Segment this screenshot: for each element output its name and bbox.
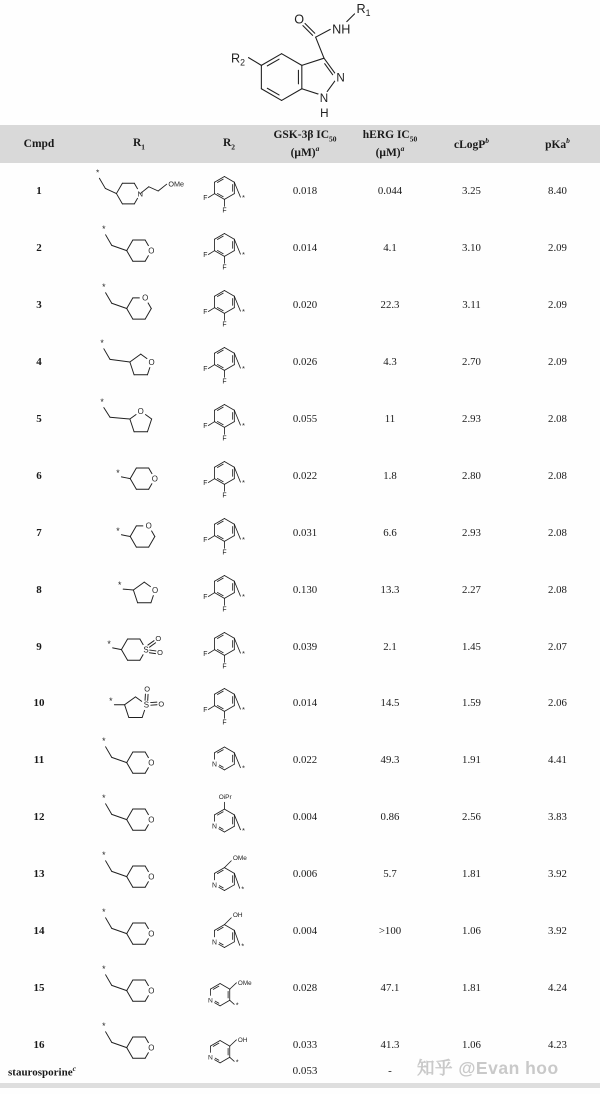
svg-text:*: * (107, 638, 111, 649)
svg-text:*: * (116, 525, 120, 536)
svg-text:*: * (242, 591, 245, 601)
svg-text:N: N (319, 92, 329, 106)
compound-number: 3 (36, 299, 42, 312)
pka-value: 2.09 (548, 242, 567, 255)
svg-text:N: N (212, 881, 217, 889)
r1-structure-thp3m (81, 281, 197, 329)
pka-value: 2.06 (548, 697, 567, 710)
svg-text:*: * (242, 364, 245, 374)
staurosporine-gsk-value: 0.053 (292, 1065, 318, 1077)
header-clogp: cLogP$^b$ (453, 135, 490, 151)
svg-text:*: * (242, 193, 245, 203)
clogp-value: 3.25 (462, 185, 481, 198)
gsk-ic50-value: 0.020 (292, 299, 318, 312)
r2-structure-diFPh (200, 564, 258, 616)
compound-number: 4 (36, 356, 42, 369)
svg-text:F: F (203, 536, 208, 544)
svg-text:*: * (116, 467, 120, 478)
compound-number: 8 (36, 583, 42, 596)
header-r1: $R_1$ (132, 137, 146, 152)
clogp-value: 3.10 (462, 242, 481, 255)
svg-text:O: O (142, 293, 149, 303)
table-row (0, 789, 600, 846)
staurosporine-herg-value: - (388, 1065, 392, 1077)
gsk-ic50-value: 0.039 (292, 640, 318, 653)
gsk-ic50-value: 0.006 (292, 868, 318, 881)
r1-structure-thf3m (81, 338, 197, 386)
svg-text:*: * (242, 825, 245, 835)
pka-value: 4.41 (548, 754, 567, 767)
table-row (0, 561, 600, 618)
pka-value: 2.09 (548, 299, 567, 312)
svg-text:*: * (235, 1057, 239, 1067)
herg-ic50-value: 49.3 (380, 754, 400, 767)
gsk-ic50-value: 0.018 (292, 185, 318, 198)
svg-text:O: O (148, 986, 155, 996)
clogp-value: 2.56 (462, 811, 481, 824)
svg-text:F: F (203, 366, 208, 374)
svg-text:*: * (241, 883, 245, 893)
r1-structure-thp4m (81, 907, 197, 955)
svg-text:*: * (102, 907, 106, 918)
header-r2: $R_2$ (222, 137, 236, 152)
footnote-bar (0, 1083, 600, 1088)
svg-text:O: O (148, 815, 155, 825)
svg-text:O: O (152, 585, 159, 595)
svg-text:O: O (145, 521, 152, 531)
svg-text:*: * (242, 534, 245, 544)
gsk-ic50-value: 0.130 (292, 583, 318, 596)
svg-text:N: N (137, 189, 144, 199)
svg-text:N: N (336, 71, 345, 85)
pka-value: 8.40 (548, 185, 567, 198)
svg-text:S: S (143, 645, 149, 655)
svg-text:F: F (203, 252, 208, 260)
r2-structure-pyr5ch2oh (200, 904, 258, 959)
svg-text:F: F (203, 593, 208, 601)
svg-text:OMe: OMe (232, 854, 247, 862)
pka-value: 3.92 (548, 868, 567, 881)
compound-number: 1 (36, 185, 42, 198)
svg-text:O: O (148, 929, 155, 939)
compound-number: 10 (33, 697, 45, 710)
r2-structure-diFPh (200, 393, 258, 445)
r2-structure-diFPh (200, 222, 258, 274)
herg-ic50-value: 2.1 (383, 640, 397, 653)
r2-structure-pyr3 (200, 734, 258, 786)
svg-text:*: * (241, 940, 245, 950)
table-header (0, 125, 600, 163)
svg-text:F: F (222, 492, 227, 500)
pka-value: 2.08 (548, 413, 567, 425)
table-row (0, 903, 600, 960)
svg-text:OMe: OMe (168, 180, 185, 190)
herg-ic50-value: 13.3 (380, 583, 400, 596)
clogp-value: 2.70 (462, 356, 481, 369)
pka-value: 4.24 (548, 981, 567, 994)
gsk-ic50-value: 0.022 (292, 469, 318, 482)
table-row (0, 163, 600, 220)
svg-text:*: * (102, 793, 106, 804)
svg-text:F: F (222, 606, 227, 614)
table-row (0, 846, 600, 903)
compound-number: 14 (33, 925, 45, 938)
svg-text:F: F (203, 707, 208, 715)
table-row (0, 959, 600, 1016)
svg-text:O: O (148, 246, 155, 256)
svg-text:F: F (222, 321, 227, 329)
svg-text:F: F (203, 423, 208, 431)
r1-structure-thp4m (81, 793, 197, 841)
r1-structure-thp4m (81, 964, 197, 1012)
svg-text:F: F (222, 719, 227, 727)
table-row (0, 675, 600, 732)
svg-text:N: N (212, 823, 217, 831)
header-pka: pKa$^b$ (545, 135, 570, 151)
gsk-ic50-value: 0.004 (292, 811, 318, 824)
herg-ic50-value: 0.86 (380, 811, 400, 824)
r2-structure-pyr5ch2ome (200, 847, 258, 902)
table-row (0, 618, 600, 675)
clogp-value: 1.81 (462, 868, 481, 881)
svg-text:*: * (102, 964, 106, 975)
svg-text:*: * (100, 396, 104, 407)
r1-structure-thp3 (81, 509, 197, 557)
svg-text:N: N (212, 762, 217, 770)
herg-ic50-value: >100 (378, 925, 402, 938)
gsk-ic50-value: 0.014 (292, 242, 318, 255)
pka-value: 2.07 (548, 640, 567, 653)
r2-structure-pyr4ch2ome (200, 962, 258, 1014)
table-row (0, 447, 600, 504)
header-herg: hERG $IC_{50}$ $(\mu M)^a$ (362, 129, 418, 159)
svg-text:*: * (242, 764, 245, 774)
svg-text:OH: OH (232, 911, 243, 919)
herg-ic50-value: 47.1 (380, 981, 400, 994)
clogp-value: 2.27 (462, 583, 481, 596)
clogp-value: 1.06 (462, 1038, 481, 1051)
table-body (0, 163, 600, 1073)
r1-structure-pip (77, 168, 201, 214)
clogp-value: 1.59 (462, 697, 481, 710)
svg-text:R2: $R_2$ (231, 51, 246, 68)
herg-ic50-value: 6.6 (383, 526, 397, 539)
table-row (0, 391, 600, 448)
gsk-ic50-value: 0.004 (292, 925, 318, 938)
header-gsk: GSK-3β $IC_{50}$ $(\mu M)^a$ (273, 129, 337, 159)
herg-ic50-value: 0.044 (377, 185, 403, 198)
svg-text:N: N (212, 938, 217, 946)
r2-structure-diFPh (200, 677, 258, 729)
clogp-value: 2.80 (462, 469, 481, 482)
compound-number: 11 (33, 754, 45, 767)
compound-number: 2 (36, 242, 42, 255)
r2-structure-pyrOiPr (200, 790, 258, 845)
svg-text:*: * (242, 250, 245, 260)
table-row (0, 334, 600, 391)
svg-text:*: * (235, 1000, 239, 1010)
core-structure-indazole (196, 2, 410, 122)
svg-text:O: O (148, 758, 155, 768)
svg-text:O: O (155, 633, 162, 643)
compound-number: 5 (36, 413, 42, 425)
r2-structure-diFPh (200, 336, 258, 388)
svg-text:OH: OH (237, 1036, 248, 1044)
svg-text:F: F (222, 378, 227, 386)
svg-text:*: * (102, 224, 106, 235)
gsk-ic50-value: 0.022 (292, 754, 318, 767)
herg-ic50-value: 4.3 (383, 356, 397, 369)
herg-ic50-value: 14.5 (380, 697, 400, 710)
r1-structure-thp4m (81, 850, 197, 898)
svg-text:O: O (137, 406, 144, 416)
svg-text:F: F (203, 480, 208, 488)
gsk-ic50-value: 0.031 (292, 526, 318, 539)
table-row (0, 732, 600, 789)
svg-text:F: F (222, 662, 227, 670)
svg-text:S: S (143, 701, 149, 711)
table-row (0, 504, 600, 561)
svg-text:OMe: OMe (237, 979, 252, 987)
table-row (0, 220, 600, 277)
svg-text:*: * (242, 421, 245, 431)
r1-structure-thf2m (81, 395, 197, 443)
herg-ic50-value: 22.3 (380, 299, 400, 312)
svg-text:NH: NH (332, 22, 351, 37)
gsk-ic50-value: 0.033 (292, 1038, 318, 1051)
r1-structure-thpSO2 (81, 623, 197, 671)
svg-text:O: O (148, 357, 155, 367)
herg-ic50-value: 5.7 (383, 868, 397, 881)
watermark: 知乎 @Evan hoo (417, 1058, 559, 1078)
compound-number: 16 (33, 1038, 45, 1051)
clogp-value: 1.06 (462, 925, 481, 938)
compound-number: 9 (36, 640, 42, 653)
herg-ic50-value: 41.3 (380, 1038, 400, 1051)
svg-text:O: O (144, 685, 151, 695)
r1-structure-thf3 (81, 566, 197, 614)
r1-structure-thp4m (81, 736, 197, 784)
pka-value: 3.92 (548, 925, 567, 938)
herg-ic50-value: 4.1 (383, 242, 397, 255)
svg-text:*: * (102, 282, 106, 293)
pka-value: 2.08 (548, 526, 567, 539)
svg-text:F: F (222, 264, 227, 272)
herg-ic50-value: 11 (384, 413, 396, 425)
r1-structure-sulfolane (81, 679, 197, 727)
svg-text:F: F (222, 435, 227, 443)
r2-structure-diFPh (200, 507, 258, 559)
svg-text:H: H (320, 106, 329, 120)
svg-text:O: O (148, 1043, 155, 1053)
svg-text:N: N (207, 997, 213, 1005)
svg-text:*: * (242, 648, 245, 658)
r1-structure-thp4m (81, 224, 197, 272)
svg-text:*: * (117, 579, 122, 590)
pka-value: 2.08 (548, 583, 567, 596)
svg-text:*: * (102, 850, 106, 861)
clogp-value: 2.93 (462, 413, 481, 425)
r2-structure-diFPh (200, 450, 258, 502)
table-row (0, 277, 600, 334)
svg-text:*: * (242, 307, 245, 317)
compound-number: 7 (36, 526, 42, 539)
svg-text:F: F (203, 195, 208, 203)
compound-number: 6 (36, 469, 42, 482)
svg-text:F: F (222, 207, 227, 215)
svg-text:*: * (109, 696, 113, 707)
compound-number: 12 (33, 811, 45, 824)
staurosporine-label: staurosporine$^c$ (8, 1064, 76, 1079)
compound-number: 15 (33, 981, 45, 994)
gsk-ic50-value: 0.026 (292, 356, 318, 369)
pka-value: 2.09 (548, 356, 567, 369)
svg-text:R1: $R_1$ (356, 2, 371, 18)
gsk-ic50-value: 0.014 (292, 697, 318, 710)
pka-value: 2.08 (548, 469, 567, 482)
herg-ic50-value: 1.8 (383, 469, 397, 482)
r2-structure-diFPh (200, 165, 258, 217)
pka-value: 3.83 (548, 811, 567, 824)
svg-text:O: O (148, 872, 155, 882)
svg-text:F: F (203, 650, 208, 658)
svg-text:*: * (102, 1020, 106, 1031)
clogp-value: 3.11 (462, 299, 481, 312)
svg-text:N: N (207, 1054, 213, 1062)
clogp-value: 1.91 (462, 754, 481, 767)
svg-text:*: * (96, 168, 100, 179)
svg-text:*: * (100, 338, 104, 349)
header-cmpd: Cmpd (23, 137, 55, 150)
gsk-ic50-value: 0.055 (292, 413, 318, 425)
svg-text:F: F (222, 549, 227, 557)
clogp-value: 2.93 (462, 526, 481, 539)
gsk-ic50-value: 0.028 (292, 981, 318, 994)
compound-number: 13 (33, 868, 45, 881)
svg-text:OiPr: OiPr (218, 793, 232, 801)
svg-text:*: * (242, 478, 245, 488)
r1-structure-thp4 (81, 452, 197, 500)
clogp-value: 1.45 (462, 640, 481, 653)
svg-text:F: F (203, 309, 208, 317)
clogp-value: 1.81 (462, 981, 481, 994)
svg-text:O: O (151, 474, 158, 484)
pka-value: 4.23 (548, 1038, 567, 1051)
svg-text:O: O (158, 699, 165, 709)
svg-text:O: O (294, 12, 305, 27)
r2-structure-diFPh (200, 279, 258, 331)
r2-structure-diFPh (200, 621, 258, 673)
svg-text:*: * (242, 705, 245, 715)
svg-text:O: O (157, 647, 163, 657)
svg-text:*: * (102, 736, 106, 747)
